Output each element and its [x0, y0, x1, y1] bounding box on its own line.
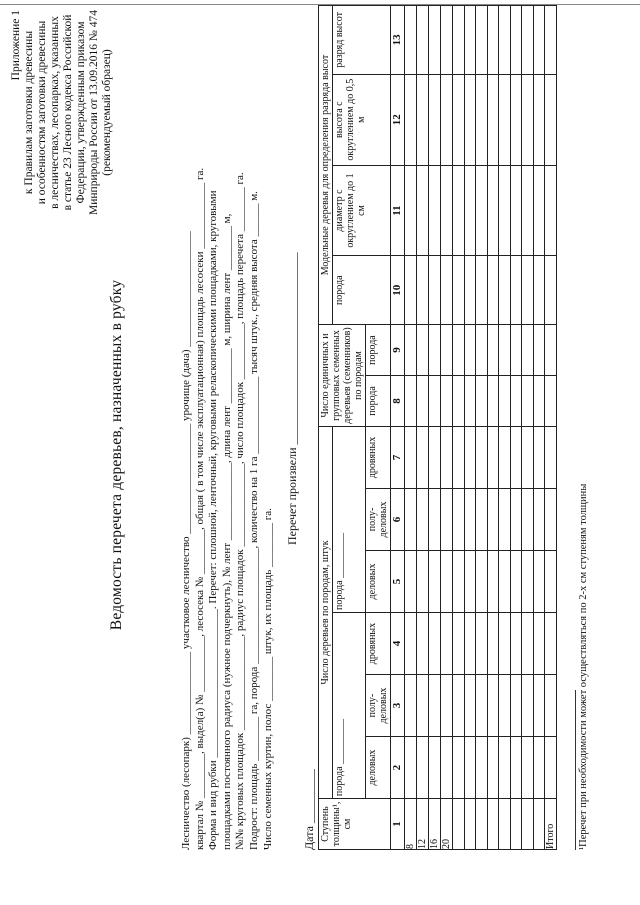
step-cell — [464, 799, 476, 850]
table-cell — [487, 613, 499, 675]
table-cell — [405, 256, 417, 325]
table-cell — [533, 6, 545, 75]
table-cell — [487, 426, 499, 488]
header-half-business: полу-деловых — [366, 675, 391, 737]
table-cell — [533, 613, 545, 675]
table-cell — [453, 737, 465, 799]
table-cell — [499, 256, 511, 325]
table-cell — [499, 426, 511, 488]
table-cell — [417, 165, 429, 256]
table-cell — [417, 613, 429, 675]
header-step: Ступень толщины¹, см — [319, 799, 391, 850]
table-cell — [476, 551, 488, 613]
table-cell — [510, 488, 522, 550]
table-cell — [453, 74, 465, 165]
table-cell — [429, 613, 441, 675]
step-cell: 12 — [417, 799, 429, 850]
col-number: 2 — [391, 737, 405, 799]
table-cell — [487, 675, 499, 737]
header-seed-species: порода — [366, 325, 391, 376]
table-cell — [453, 675, 465, 737]
table-cell — [545, 613, 557, 675]
table-cell — [522, 256, 534, 325]
header-half-business: полу-деловых — [366, 488, 391, 550]
step-cell — [510, 799, 522, 850]
appendix-line: Федерации, утвержденным приказом — [75, 21, 87, 204]
header-height: высота с округлением до 0,5 м — [333, 74, 391, 165]
step-row — [453, 6, 465, 850]
table-cell — [545, 551, 557, 613]
field-line: №№ круговых площадок _________________, радиус площадок _______________, число площадок __________, площадь перечета ________ га. — [234, 172, 247, 850]
table-cell — [417, 551, 429, 613]
step-cell: 20 — [441, 799, 453, 850]
table-cell — [545, 675, 557, 737]
table-cell — [510, 74, 522, 165]
table-cell — [405, 613, 417, 675]
table-cell — [499, 488, 511, 550]
table-cell — [510, 165, 522, 256]
step-row — [464, 6, 476, 850]
table-cell — [464, 737, 476, 799]
col-number: 4 — [391, 613, 405, 675]
table-cell — [476, 488, 488, 550]
table-cell — [441, 325, 453, 376]
table-cell — [487, 488, 499, 550]
table-cell — [429, 256, 441, 325]
table-cell — [476, 426, 488, 488]
step-cell — [487, 799, 499, 850]
table-cell — [441, 6, 453, 75]
appendix-line: Минприроды России от 13.09.2016 № 474 — [88, 10, 100, 215]
table-cell — [476, 737, 488, 799]
table-cell — [417, 488, 429, 550]
table-cell — [476, 325, 488, 376]
table-cell — [522, 74, 534, 165]
table-cell — [476, 74, 488, 165]
header-business: деловых — [366, 551, 391, 613]
step-cell — [499, 799, 511, 850]
table-cell — [405, 551, 417, 613]
table-cell — [453, 426, 465, 488]
table-cell — [487, 74, 499, 165]
table-cell — [499, 74, 511, 165]
table-cell — [441, 74, 453, 165]
step-cell — [533, 799, 545, 850]
step-cell — [476, 799, 488, 850]
field-line: Подрост: площадь ________ га, порода _____________________, количество на 1 га ______________ тысяч штук., средняя высота ______ м. — [247, 191, 260, 850]
table-cell — [522, 6, 534, 75]
table-cell — [522, 165, 534, 256]
table-cell — [417, 376, 429, 427]
table-cell — [464, 613, 476, 675]
table-cell — [464, 675, 476, 737]
step-row — [533, 6, 545, 850]
table-cell — [441, 256, 453, 325]
table-cell — [533, 426, 545, 488]
col-number: 13 — [391, 6, 405, 75]
table-cell — [533, 74, 545, 165]
table-cell — [405, 488, 417, 550]
table-cell — [441, 426, 453, 488]
table-cell — [429, 325, 441, 376]
table-cell — [441, 551, 453, 613]
field-line: Лесничество (лесопарк) _______________ участковое лесничество ____________________ урочище (дача) _____________________ — [180, 231, 192, 850]
table-cell — [429, 551, 441, 613]
table-cell — [487, 737, 499, 799]
table-cell — [453, 165, 465, 256]
table-cell — [487, 376, 499, 427]
table-cell — [533, 165, 545, 256]
step-row — [510, 6, 522, 850]
table-cell — [464, 325, 476, 376]
footnote-separator — [575, 690, 576, 850]
table-cell — [453, 488, 465, 550]
table-cell — [417, 675, 429, 737]
table-cell — [429, 6, 441, 75]
table-cell — [510, 675, 522, 737]
appendix-line: к Правилам заготовки древесины — [23, 30, 35, 195]
table-cell — [453, 6, 465, 75]
table-cell — [476, 256, 488, 325]
table-cell — [487, 6, 499, 75]
header-species-2: порода _________ — [333, 426, 366, 612]
table-cell — [405, 74, 417, 165]
table-cell — [499, 675, 511, 737]
form-fields — [180, 168, 275, 850]
tally-table — [318, 5, 557, 850]
table-cell — [487, 551, 499, 613]
table-cell — [417, 74, 429, 165]
table-cell — [533, 675, 545, 737]
table-cell — [476, 376, 488, 427]
table-cell — [499, 613, 511, 675]
table-cell — [487, 256, 499, 325]
table-cell — [545, 256, 557, 325]
table-cell — [499, 165, 511, 256]
col-number: 7 — [391, 426, 405, 488]
step-row — [522, 6, 534, 850]
col-number: 10 — [391, 256, 405, 325]
table-cell — [476, 6, 488, 75]
appendix-line: Приложение 1 — [10, 10, 22, 81]
step-row — [476, 6, 488, 850]
header-seed-group: Число единичных и групповых семенных деревьев (семенников) по породам — [319, 325, 366, 427]
table-cell — [533, 737, 545, 799]
table-cell — [417, 737, 429, 799]
table-cell — [533, 325, 545, 376]
header-firewood: дровяных — [366, 426, 391, 488]
appendix-line: в статье 23 Лесного кодекса Российской — [62, 14, 74, 211]
appendix-block — [10, 10, 114, 215]
field-line: Число семенных куртин, полос ________ штук, их площадь ________ га. — [261, 508, 274, 850]
table-cell — [464, 165, 476, 256]
table-cell — [510, 325, 522, 376]
table-cell — [441, 613, 453, 675]
table-cell — [429, 488, 441, 550]
table-cell — [545, 325, 557, 376]
header-model-species: порода — [333, 256, 391, 325]
table-cell — [453, 613, 465, 675]
col-number: 6 — [391, 488, 405, 550]
header-diameter: диаметр с округлением до 1 см — [333, 165, 391, 256]
field-line: квартал № ________, выдел(а) № __________, лесосека № ________, общая ( в том числе эксплуатационная) площадь лесосеки ____________ га. — [193, 167, 206, 850]
table-cell — [464, 426, 476, 488]
table-cell — [499, 737, 511, 799]
table-cell — [510, 256, 522, 325]
field-line: Форма и вид рубки ___________________________. Перечет: сплошной, ленточный, круговыми реласкопическими площадками, круговыми — [207, 190, 220, 850]
table-cell — [510, 613, 522, 675]
step-row — [405, 6, 417, 850]
step-row — [417, 6, 429, 850]
table-cell — [429, 737, 441, 799]
table-cell — [441, 376, 453, 427]
table-cell — [429, 426, 441, 488]
total-row — [545, 6, 557, 850]
table-cell — [417, 6, 429, 75]
step-cell — [522, 799, 534, 850]
table-cell — [545, 74, 557, 165]
appendix-line: (рекомендуемый образец) — [101, 49, 113, 176]
col-number: 3 — [391, 675, 405, 737]
table-cell — [533, 256, 545, 325]
column-number-row — [391, 6, 405, 850]
table-cell — [522, 426, 534, 488]
table-cell — [510, 737, 522, 799]
table-cell — [464, 551, 476, 613]
step-row — [487, 6, 499, 850]
step-cell — [453, 799, 465, 850]
step-row — [429, 6, 441, 850]
table-cell — [522, 675, 534, 737]
table-cell — [499, 325, 511, 376]
header-height-class: разряд высот — [333, 6, 391, 75]
table-cell — [545, 488, 557, 550]
table-cell — [441, 737, 453, 799]
table-cell — [545, 426, 557, 488]
table-cell — [476, 613, 488, 675]
table-cell — [464, 256, 476, 325]
header-firewood: дровяных — [366, 613, 391, 675]
table-cell — [417, 426, 429, 488]
table-cell — [499, 6, 511, 75]
table-cell — [405, 737, 417, 799]
date-line: Дата _________ — [302, 769, 316, 850]
table-cell — [405, 426, 417, 488]
table-cell — [441, 675, 453, 737]
table-cell — [487, 165, 499, 256]
table-cell — [533, 551, 545, 613]
table-cell — [499, 551, 511, 613]
header-business: деловых — [366, 737, 391, 799]
table-cell — [510, 6, 522, 75]
table-cell — [453, 551, 465, 613]
table-cell — [417, 256, 429, 325]
table-cell — [510, 376, 522, 427]
table-cell — [533, 488, 545, 550]
col-number: 12 — [391, 74, 405, 165]
table-cell — [533, 376, 545, 427]
table-cell — [476, 675, 488, 737]
table-cell — [510, 551, 522, 613]
col-number: 8 — [391, 376, 405, 427]
table-cell — [522, 376, 534, 427]
header-model-group: Модельные деревья для определения разряда высот — [319, 6, 333, 325]
table-cell — [487, 325, 499, 376]
header-seed-species: порода — [366, 376, 391, 427]
table-cell — [522, 551, 534, 613]
table-cell — [429, 74, 441, 165]
step-row — [499, 6, 511, 850]
appendix-line: в лесничествах, лесопарках, указанных — [49, 16, 61, 209]
col-number: 1 — [391, 799, 405, 850]
table-cell — [405, 376, 417, 427]
table-cell — [464, 488, 476, 550]
table-cell — [499, 376, 511, 427]
col-number: 9 — [391, 325, 405, 376]
header-trees-group: Число деревьев по породам, штук — [319, 426, 333, 798]
table-cell — [453, 325, 465, 376]
table-cell — [464, 74, 476, 165]
table-cell — [522, 737, 534, 799]
table-cell — [429, 675, 441, 737]
table-cell — [405, 165, 417, 256]
table-cell — [441, 165, 453, 256]
field-line: площадками постоянного радиуса (нужное подчеркнуть), № лент ______________, длина лент __________ м, ширина лент ________ м, — [220, 213, 233, 850]
col-number: 5 — [391, 551, 405, 613]
table-cell — [522, 325, 534, 376]
document-title: Ведомость перечета деревьев, назначенных в рубку — [108, 279, 125, 631]
header-species-1: порода _________ — [333, 613, 366, 799]
step-cell: 16 — [429, 799, 441, 850]
table-cell — [545, 737, 557, 799]
table-cell — [545, 376, 557, 427]
table-cell — [522, 613, 534, 675]
table-cell — [453, 376, 465, 427]
table-cell — [441, 488, 453, 550]
footnote: ¹Перечет при необходимости может осуществляться по 2-х см ступеням толщины — [578, 483, 589, 850]
table-cell — [453, 256, 465, 325]
table-cell — [464, 6, 476, 75]
table-cell — [522, 488, 534, 550]
table-cell — [417, 325, 429, 376]
table-cell — [429, 376, 441, 427]
table-cell — [405, 675, 417, 737]
table-cell — [510, 426, 522, 488]
table-cell — [545, 165, 557, 256]
table-cell — [429, 165, 441, 256]
table-cell — [476, 165, 488, 256]
table-cell — [545, 6, 557, 75]
table-cell — [405, 6, 417, 75]
signer-line: Перечет произвели ________________________________ — [285, 252, 299, 545]
step-cell: 8 — [405, 799, 417, 850]
table-cell — [405, 325, 417, 376]
appendix-line: и особенностям заготовки древесины — [36, 20, 48, 205]
table-cell — [464, 376, 476, 427]
page-edge-line — [0, 4, 640, 5]
step-row — [441, 6, 453, 850]
col-number: 11 — [391, 165, 405, 256]
step-cell: Итого — [545, 799, 557, 850]
